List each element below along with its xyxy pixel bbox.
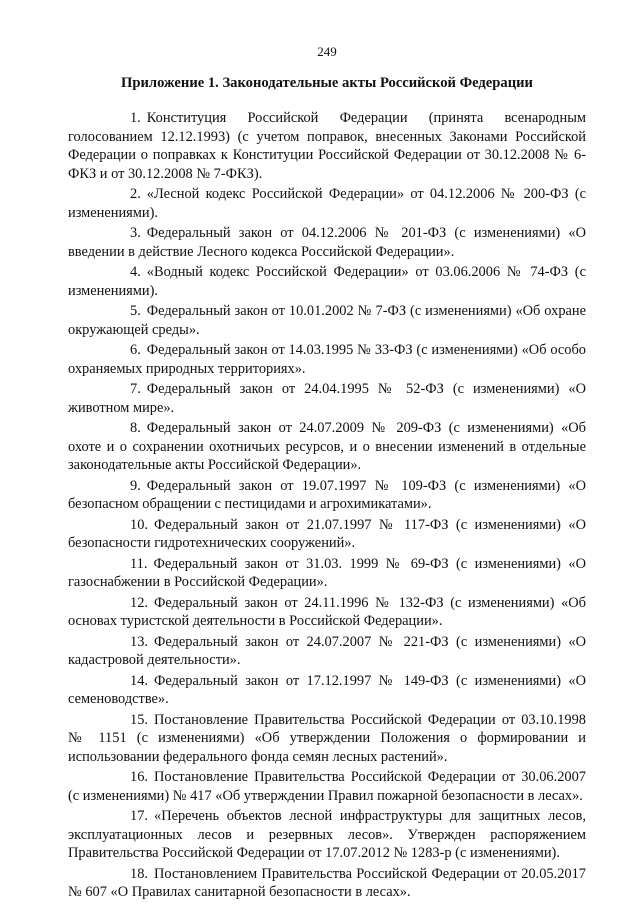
list-item: [68, 109, 586, 183]
item-number: 1.: [130, 110, 141, 126]
item-number: 18.: [130, 865, 148, 882]
item-text: Постановлением Правительства Российской Федерации от 20.05.2017 № 607 «О Правилах санитарной безопасности в лесах».: [68, 865, 586, 900]
list-item: [68, 419, 586, 475]
list-item: [68, 594, 586, 631]
item-number: 6.: [130, 342, 141, 358]
list-item: [68, 711, 586, 767]
item-number: 5.: [130, 303, 141, 319]
legislative-acts-list: [68, 109, 586, 902]
list-item: [68, 516, 586, 553]
item-number: 7.: [130, 381, 141, 397]
item-number: 14.: [130, 672, 148, 689]
item-number: 10.: [130, 516, 148, 533]
item-text: Федеральный закон от 14.03.1995 № 33-ФЗ (с изменениями) «Об особо охраняемых природных территориях».: [68, 342, 586, 377]
item-text: «Водный кодекс Российской Федерации» от 03.06.2006 № 74-ФЗ (с изменениями).: [68, 264, 586, 299]
page-title: Приложение 1. Законодательные акты Российской Федерации: [121, 75, 533, 91]
item-text: Федеральный закон от 17.12.1997 № 149-ФЗ (с изменениями) «О семеноводстве».: [68, 672, 586, 707]
item-text: Конституция Российской Федерации (принята всенародным голосованием 12.12.1993) (с учетом поправок, внесенных Законами Российской Федерации о поправках к Конституции Российской Федерации от 30.12.2008 № 6-ФКЗ и от 30.12.2008 № 7-ФКЗ).: [68, 110, 586, 182]
list-item: [68, 302, 586, 339]
list-item: [68, 185, 586, 222]
item-number: 17.: [130, 808, 148, 824]
list-item: [68, 672, 586, 709]
item-text: Федеральный закон от 21.07.1997 № 117-ФЗ (с изменениями) «О безопасности гидротехнических сооружений».: [68, 516, 586, 551]
item-number: 15.: [130, 711, 148, 728]
list-item: [68, 263, 586, 300]
item-number: 16.: [130, 769, 148, 785]
item-text: Федеральный закон от 24.07.2007 № 221-ФЗ (с изменениями) «О кадастровой деятельности».: [68, 633, 586, 668]
list-item: [68, 555, 586, 592]
page-number: 249: [317, 44, 337, 59]
item-number: 9.: [130, 477, 141, 494]
item-text: Федеральный закон от 04.12.2006 № 201-ФЗ (с изменениями) «О введении в действие Лесного кодекса Российской Федерации».: [68, 225, 586, 260]
list-item: [68, 341, 586, 378]
list-item: [68, 768, 586, 805]
list-item: [68, 380, 586, 417]
item-text: Федеральный закон от 19.07.1997 № 109-ФЗ (с изменениями) «О безопасном обращении с пестицидами и агрохимикатами».: [68, 477, 586, 512]
item-number: 12.: [130, 594, 148, 611]
list-item: [68, 865, 586, 902]
item-number: 13.: [130, 633, 148, 650]
item-number: 3.: [130, 225, 141, 241]
item-text: Федеральный закон от 24.07.2009 № 209-ФЗ (с изменениями) «Об охоте и о сохранении охотничьих ресурсов, и о внесении изменений в отдельные законодательные акты Российской Федерации».: [68, 420, 586, 473]
item-text: Постановление Правительства Российской Федерации от 03.10.1998 № 1151 (с изменениями) «Об утверждении Положения о формировании и использовании федерального фонда семян лесных растений».: [68, 711, 586, 765]
list-item: [68, 224, 586, 261]
list-item: [68, 633, 586, 670]
item-text: Федеральный закон от 10.01.2002 № 7-ФЗ (с изменениями) «Об охране окружающей среды».: [68, 303, 586, 338]
item-number: 8.: [130, 420, 141, 436]
list-item: [68, 807, 586, 863]
item-number: 4.: [130, 264, 141, 280]
item-text: Федеральный закон от 31.03. 1999 № 69-ФЗ (с изменениями) «О газоснабжении в Российской Федерации».: [68, 555, 586, 590]
item-number: 2.: [130, 186, 141, 202]
item-text: «Лесной кодекс Российской Федерации» от 04.12.2006 № 200-ФЗ (с изменениями).: [68, 186, 586, 221]
item-text: Федеральный закон от 24.04.1995 № 52-ФЗ (с изменениями) «О животном мире».: [68, 381, 586, 416]
item-number: 11.: [130, 555, 148, 572]
list-item: [68, 477, 586, 514]
item-text: Федеральный закон от 24.11.1996 № 132-ФЗ (с изменениями) «Об основах туристской деятельности в Российской Федерации».: [68, 594, 586, 629]
item-text: Постановление Правительства Российской Федерации от 30.06.2007 (с изменениями) № 417 «Об утверждении Правил пожарной безопасности в лесах».: [68, 769, 586, 804]
item-text: «Перечень объектов лесной инфраструктуры для защитных лесов, эксплуатационных лесов и резервных лесов». Утвержден распоряжением Правительства Российской Федерации от 17.07.2012 № 1283-р (с изменениями).: [68, 808, 586, 861]
